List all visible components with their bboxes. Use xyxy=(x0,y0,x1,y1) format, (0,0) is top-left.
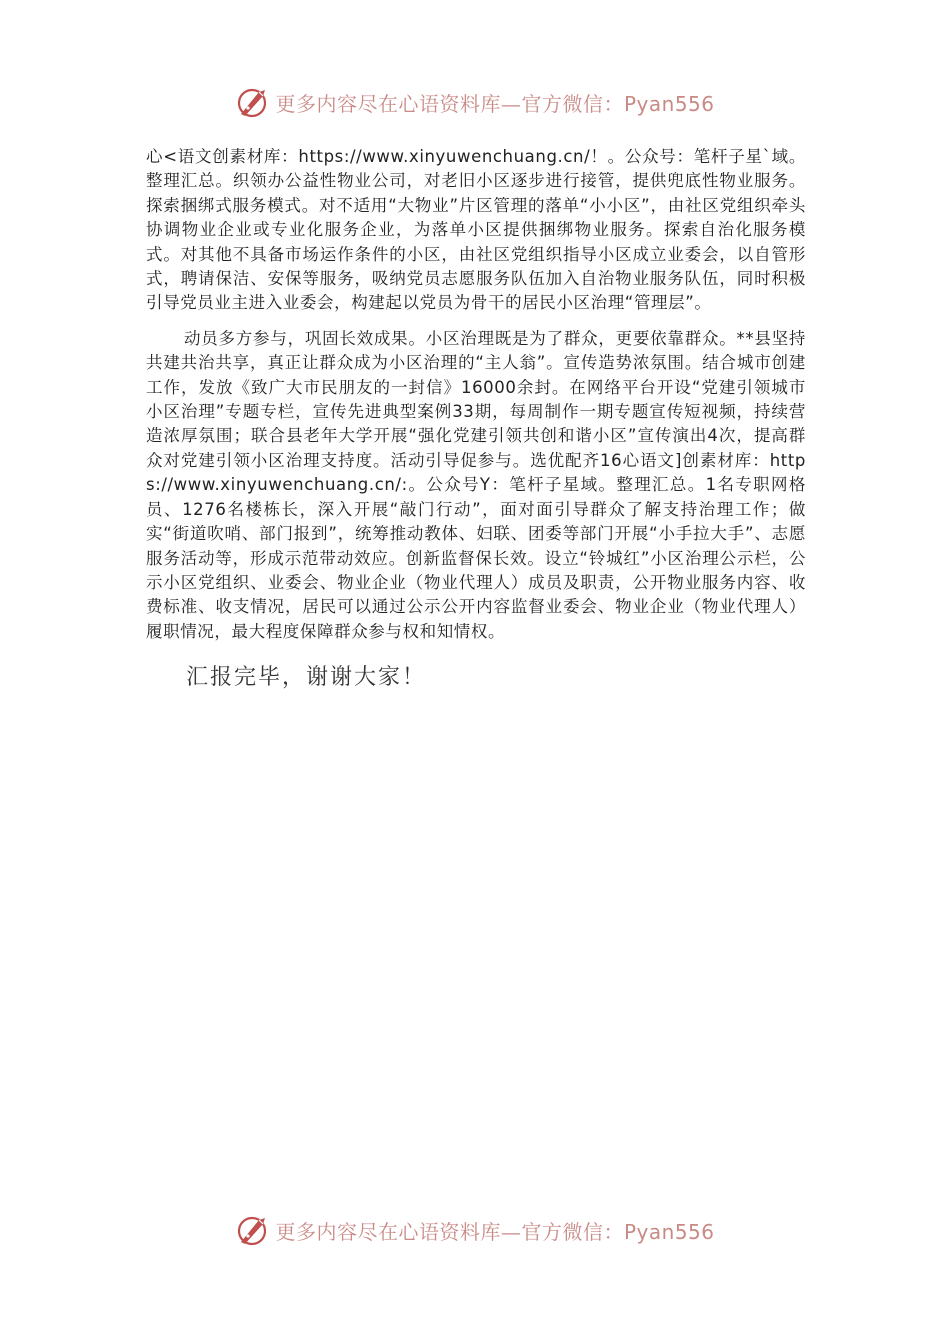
header-banner xyxy=(0,82,950,122)
closing-remark: 汇报完毕，谢谢大家！ xyxy=(186,665,427,691)
paragraph-2: 动员多方参与，巩固长效成果。小区治理既是为了群众，更要依靠群众。**县坚持共建共治共享，真正让群众成为小区治理的“主人翁”。宣传造势浓氛围。结合城市创建工作，发放《致广大市民朋友的一封信》16000余封。在网络平台开设“党建引领城市小区治理”专题专栏，宣传先进典型案例33期，每周制作一期专题宣传短视频，持续营造浓厚氛围；联合县老年大学开展“强化党建引领共创和谐小区”宣传演出4次，提高群众对党建引领小区治理支持度。活动引导促参与。选优配齐16心语文]创素材库：https://www.xinyuwenchuang.cn/:。公众号Y：笔杆子星域。整理汇总。1名专职网格员、1276名楼栋长，深入开展“敲门行动”，面对面引导群众了解支持治理工作；做实“街道吹哨、部门报到”，统筹推动教体、妇联、团委等部门开展“小手拉大手”、志愿服务活动等，形成示范带动效应。创新监督保长效。设立“铃城红”小区治理公示栏，公示小区党组织、业委会、物业企业（物业代理人）成员及职责，公开物业服务内容、收费标准、收支情况，居民可以通过公示公开内容监督业委会、物业企业（物业代理人）履职情况，最大程度保障群众参与权和知情权。 xyxy=(146,328,806,641)
footer-banner xyxy=(0,1210,950,1250)
paragraph-1: 心<语文创素材库：https://www.xinyuwenchuang.cn/！。公众号：笔杆子星`域。整理汇总。织领办公益性物业公司，对老旧小区逐步进行接管，提供兜底性物业服务。探索捆绑式服务模式。对不适用“大物业”片区管理的落单“小小区”，由社区党组织牵头协调物业企业或专业化服务企业，为落单小区提供捆绑物业服务。探索自治化服务模式。对其他不具备市场运作条件的小区，由社区党组织指导小区成立业委会，以自管形式，聘请保洁、安保等服务，吸纳党员志愿服务队伍加入自治物业服务队伍，同时积极引导党员业主进入业委会，构建起以党员为骨干的居民小区治理“管理层”。 xyxy=(146,147,806,313)
footer-banner-wechat-id: Pyan556 xyxy=(623,1219,715,1244)
pen-nib-logo-icon xyxy=(235,1212,271,1248)
header-banner-text: 更多内容尽在心语资料库—官方微信：Pyan556 xyxy=(275,91,715,116)
header-banner-wechat-id: Pyan556 xyxy=(623,91,715,116)
footer-banner-text: 更多内容尽在心语资料库—官方微信：Pyan556 xyxy=(275,1219,715,1244)
pen-nib-logo-icon xyxy=(235,84,271,120)
document-body xyxy=(146,145,806,691)
